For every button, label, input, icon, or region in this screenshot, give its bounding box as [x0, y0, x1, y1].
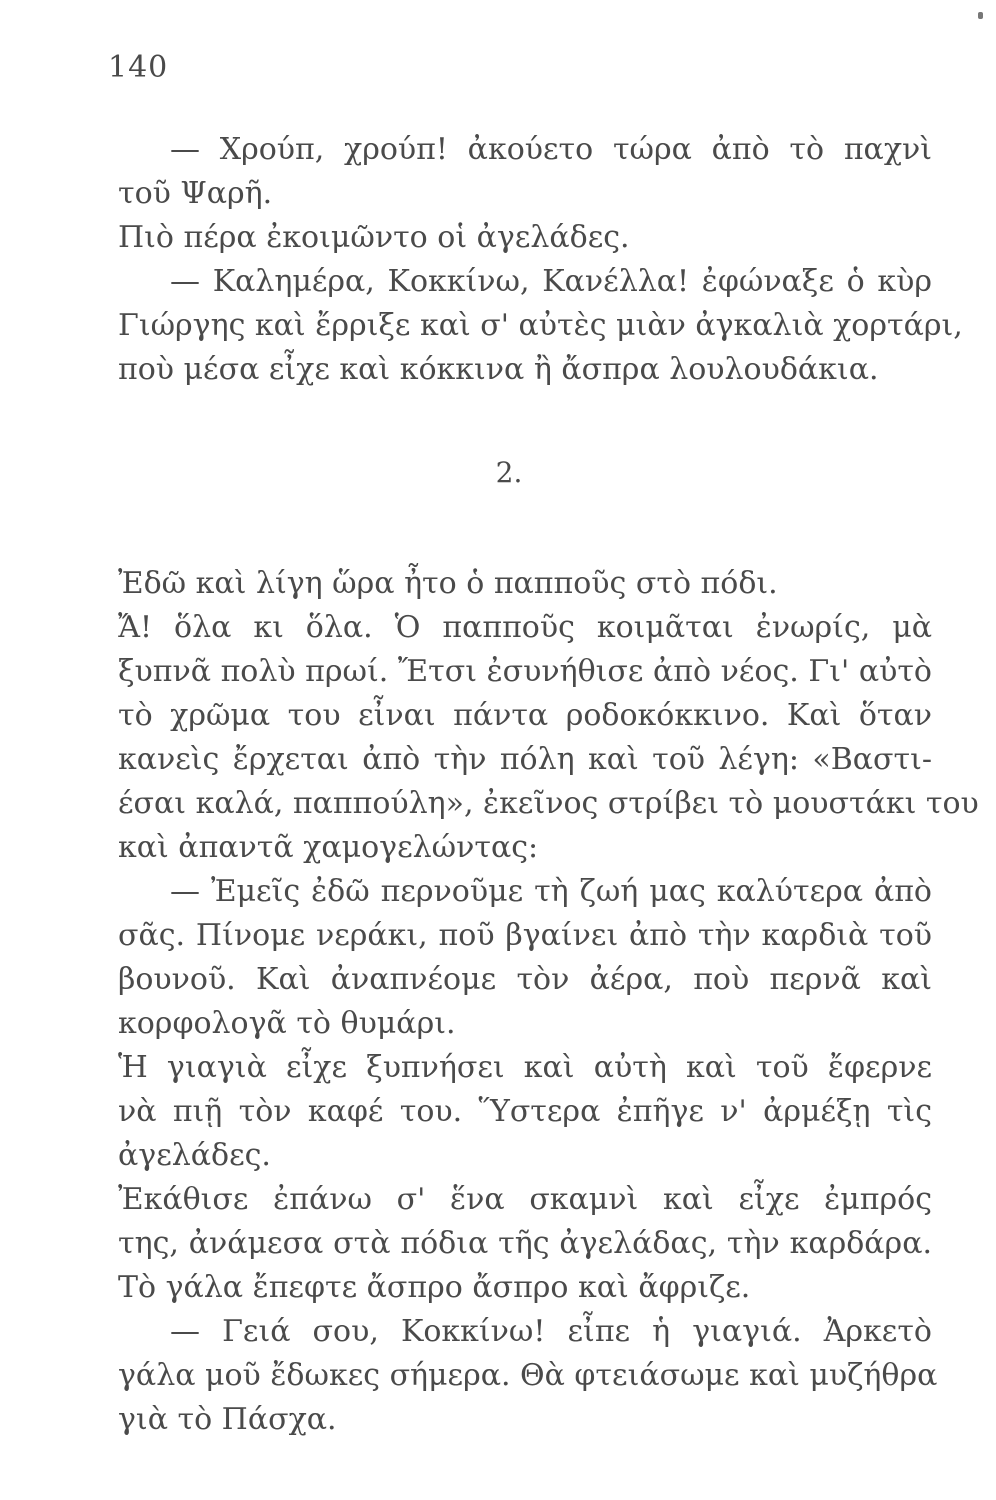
- text-line: κορφολογᾶ τὸ θυμάρι.: [118, 1006, 456, 1041]
- text-line: ποὺ μέσα εἶχε καὶ κόκκινα ἢ ἄσπρα λουλουδάκια.: [118, 352, 879, 387]
- text-line: ξυπνᾶ πολὺ πρωί. Ἔτσι ἐσυνήθισε ἀπὸ νέος. Γι' αὐτὸ: [118, 654, 932, 689]
- text-line: έσαι καλά, παππούλη», ἐκεῖνος στρίβει τὸ μουστάκι του: [118, 786, 979, 821]
- text-line: βουνοῦ. Καὶ ἀναπνέομε τὸν ἀέρα, ποὺ περνᾶ καὶ: [118, 962, 932, 997]
- text-block-top: [118, 128, 963, 392]
- text-line: Τὸ γάλα ἔπεφτε ἄσπρο ἄσπρο καὶ ἄφριζε.: [118, 1270, 751, 1305]
- text-block-bottom: [118, 562, 979, 1442]
- text-line: Ἐδῶ καὶ λίγη ὥρα ἦτο ὁ παπποῦς στὸ πόδι.: [118, 566, 778, 601]
- text-line: — Γειά σου, Κοκκίνω! εἶπε ἡ γιαγιά. Ἀρκετὸ: [170, 1314, 932, 1349]
- ink-speck: [978, 12, 983, 19]
- text-line: Ἐκάθισε ἐπάνω σ' ἕνα σκαμνὶ καὶ εἶχε ἐμπρός: [118, 1182, 932, 1217]
- text-line: — Καλημέρα, Κοκκίνω, Κανέλλα! ἐφώναξε ὁ κὺρ: [170, 264, 932, 299]
- text-line: γάλα μοῦ ἔδωκες σήμερα. Θὰ φτειάσωμε καὶ μυζήθρα: [118, 1358, 938, 1393]
- text-line: Ἡ γιαγιὰ εἶχε ξυπνήσει καὶ αὐτὴ καὶ τοῦ ἔφερνε: [118, 1050, 932, 1085]
- text-line: Ἄ! ὅλα κι ὅλα. Ὁ παπποῦς κοιμᾶται ἐνωρίς, μὰ: [118, 610, 932, 645]
- text-line: — Χρούπ, χρούπ! ἀκούετο τώρα ἀπὸ τὸ παχνὶ: [170, 132, 932, 167]
- text-line: σᾶς. Πίνομε νεράκι, ποῦ βγαίνει ἀπὸ τὴν καρδιὰ τοῦ: [118, 918, 932, 953]
- page-number: 140: [108, 50, 169, 85]
- text-line: ἀγελάδες.: [118, 1138, 271, 1173]
- text-line: νὰ πιῇ τὸν καφέ του. Ὕστερα ἐπῆγε ν' ἀρμέξῃ τὶς: [118, 1094, 932, 1129]
- text-line: γιὰ τὸ Πάσχα.: [118, 1402, 337, 1437]
- text-line: τὸ χρῶμα του εἶναι πάντα ροδοκόκκινο. Καὶ ὅταν: [118, 698, 932, 733]
- text-line: καὶ ἀπαντᾶ χαμογελώντας:: [118, 830, 539, 865]
- text-line: κανεὶς ἔρχεται ἀπὸ τὴν πόλη καὶ τοῦ λέγη: «Βαστι-: [118, 742, 932, 777]
- section-number: 2.: [495, 456, 523, 489]
- text-line: τοῦ Ψαρῆ.: [118, 176, 273, 211]
- text-line: Πιὸ πέρα ἐκοιμῶντο οἱ ἀγελάδες.: [118, 220, 630, 255]
- text-line: της, ἀνάμεσα στὰ πόδια τῆς ἀγελάδας, τὴν καρδάρα.: [118, 1226, 932, 1261]
- text-line: Γιώργης καὶ ἔρριξε καὶ σ' αὐτὲς μιὰν ἀγκαλιὰ χορτάρι,: [118, 308, 963, 343]
- text-line: — Ἐμεῖς ἐδῶ περνοῦμε τὴ ζωή μας καλύτερα ἀπὸ: [170, 874, 932, 909]
